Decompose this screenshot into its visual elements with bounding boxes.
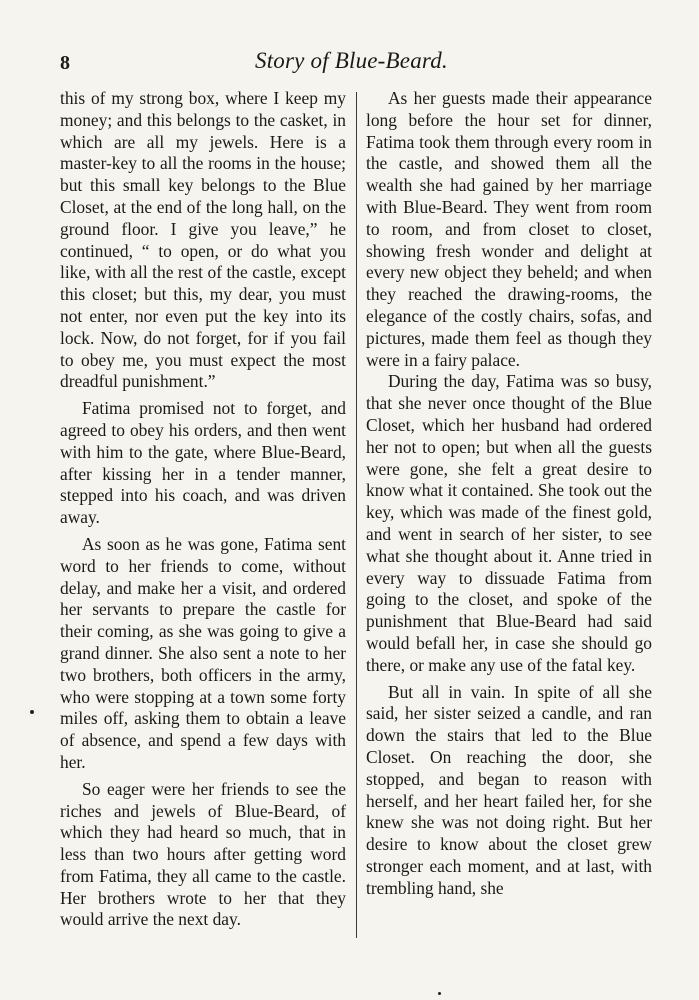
ink-speck (30, 710, 34, 714)
running-title: Story of Blue-Beard. (255, 48, 448, 73)
left-column (60, 88, 346, 931)
page-number: 8 (60, 52, 70, 74)
right-column (366, 88, 652, 899)
paragraph: So eager were her friends to see the riches and jewels of Blue-Beard, of which they had heard so much, that in less than two hours after getting word from Fatima, they all came to the castle. Her brothers wrote to her that they would arrive the next day. (60, 778, 346, 930)
paragraph: As her guests made their appearance long before the hour set for dinner, Fatima took them through every room in the castle, and showed them all the wealth she had gained by her marriage with Blue-Beard. They went from room to room, and from closet to closet, showing fresh wonder and delight at every new object they beheld; and when they reached the drawing-rooms, the elegance of the costly chairs, sofas, and pictures, made them feel as though they were in a fairy palace. (366, 88, 652, 370)
ink-speck (438, 992, 441, 995)
paragraph: But all in vain. In spite of all she said, her sister seized a candle, and ran down the stairs that led to the Blue Closet. On reaching the door, she stopped, and began to reason with herself, and her heart failed her, for she knew she was not doing right. But her desire to know about the closet grew stronger each moment, and at last, with trembling hand, she (366, 681, 652, 898)
paragraph: During the day, Fatima was so busy, that she never once thought of the Blue Closet, which her husband had ordered her not to open; but when all the guests were gone, she felt a great desire to know what it contained. She took out the key, which was made of the finest gold, and went in search of her sister, to see what she thought about it. Anne tried in every way to dissuade Fatima from going to the closet, and spoke of the punishment that Blue-Beard had said would befall her, in case she should go there, or make any use of the fatal key. (366, 371, 652, 675)
paragraph: Fatima promised not to forget, and agreed to obey his orders, and then went with him to the gate, where Blue-Beard, after kissing her in a tender manner, stepped into his coach, and was driven away. (60, 398, 346, 528)
paragraph: this of my strong box, where I keep my money; and this belongs to the casket, in which are all my jewels. Here is a master-key to all the rooms in the house; but this small key belongs to the Blue Closet, at the end of the long hall, on the ground floor. I give you leave,” he continued, “ to open, or do what you like, with all the rest of the castle, except this closet; but this, my dear, you must not enter, nor even put the key into its lock. Now, do not forget, for if you fail to obey me, you must expect the most dreadful punishment.” (60, 88, 346, 392)
column-divider (356, 92, 357, 938)
paragraph: As soon as he was gone, Fatima sent word to her friends to come, without delay, and make her a visit, and ordered her servants to prepare the castle for their coming, as she was going to give a grand dinner. She also sent a note to her two brothers, both officers in the army, who were stopping at a town some forty miles off, asking them to obtain a leave of absence, and spend a few days with her. (60, 533, 346, 772)
